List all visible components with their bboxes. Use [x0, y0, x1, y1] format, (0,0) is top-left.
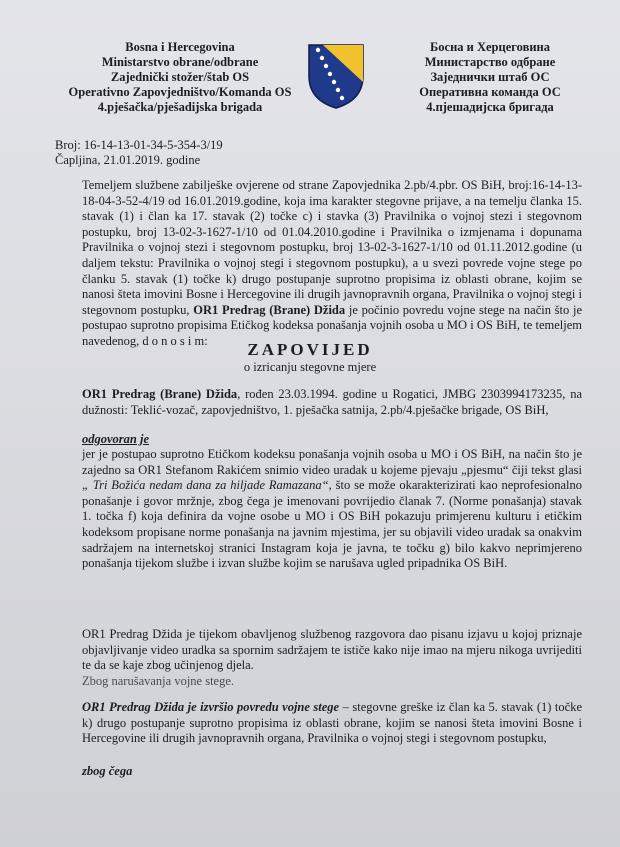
guilty-text-continued: , što se može okarakterizirati kao neprofesionalno ponašanje i govor mržnje, zbog čega je imenovani povrijedio članak 7. (Norme ponašanja) stavak 1. točka f) koja definira da vojne osobe u MO i OS BiH pokazuju primjerenu kulturu i etičkim kodeksom propisane norme ponašanja na javnim mjestima, jer su objavili video uradak sa onakvim sadržajem na internetskoj stranici Instagram koja je javna, te točku g) bilo kakvo neprimjereno ponašanja tijekom službe i izvan službe kojim se narušava ugled pripadnika OS BiH.	[82, 478, 582, 571]
intro-text: Temeljem službene zabilješke ovjerene od strane Zapovjednika 2.pb/4.pbr. OS BiH, broj:16-14-13-18-04-3-52-4/19 od 16.01.2019.godine, koja ima karakter stegovne prijave, a na temelju članka 15. stavak (1) i član ka 17. stavak (2) točke c) i stavka (3) Pravilnika o vojnoj stezi i stegovnom postupku, broj 13-02-3-1627-1/10 od 01.04.2010.godine i Pravilnika o izmjenama i dopunama Pravilnika o vojnoj stezi i stegovnom postupku, broj 13-02-3-1627-1/10 od 01.11.2012.godine (u daljem tekstu: Pravilnika o vojnoj stegi i stegovnom postupku), a u svezi povrede vojne stege po članku 5. stavak (1) točke k) drugo postupanje suprotno propisima iz oblasti obrane, kojim se nanosi šteta imovini Bosne i Hercegovine ili drugih javnopravnih organa, Pravilnika o vojnoj stegi i stegovnom postupku,	[82, 178, 582, 317]
violation-paragraph	[82, 700, 582, 747]
document-meta	[55, 138, 223, 168]
header-right-line: 4.пјешадијска бригада	[426, 100, 554, 114]
guilty-label: odgovoran je	[82, 432, 150, 446]
person-details: , rođen 23.03.1994. godine u Rogatici, JMBG 2303994173235, na dužnosti: Teklić-vozač, zapovjedništvo, 1. pješačka satnija, 2.pb/4.pješačke brigade, OS BiH,	[82, 387, 582, 417]
header-right-line: Заједнички штаб ОС	[430, 70, 550, 84]
header-left-line: Operativno Zapovjedništvo/Komanda OS	[68, 85, 292, 99]
violation-lead: OR1 Predrag Džida je izvršio povredu vojne stege	[82, 700, 340, 714]
header-right-line: Оперативна команда ОС	[419, 85, 561, 99]
statement-text: OR1 Predrag Džida je tijekom obavljenog službenog razgovora dao pisanu izjavu u kojoj priznaje objavljivanje video uradka sa spornim sadržajem te ističe kako nije imao na mjeru nikoga uvrijediti te da se kaje zbog učinjenog djela.	[82, 627, 582, 673]
guilty-paragraph	[82, 447, 582, 572]
intro-person-name: OR1 Predrag (Brane) Džida	[193, 302, 346, 317]
closing-text: zbog čega	[82, 764, 133, 778]
header-left-line: Ministarstvo obrane/odbrane	[101, 55, 259, 69]
person-paragraph	[82, 387, 582, 418]
violation-text: – stegovne greške iz član ka 5. stavak (1) točke k) drugo postupanje suprotno propisima iz oblasti obrane, kojim se nanosi šteta imovini Bosne i Hercegovine ili drugih javnopravnih organa, Pravilnika o vojnoj stegi i stegovnom postupku,	[82, 700, 582, 746]
order-subtitle: o izricanju stegovne mjere	[243, 360, 377, 374]
reason-line: Zbog narušavanja vojne stege.	[82, 674, 235, 688]
header-left-line: 4.pješačka/pješadijska brigada	[97, 100, 263, 114]
intro-paragraph	[82, 178, 582, 350]
document-number: Broj: 16-14-13-01-34-5-354-3/19	[55, 138, 223, 152]
person-name: OR1 Predrag (Brane) Džida	[82, 387, 238, 401]
header-right-line: Министарство одбране	[424, 55, 556, 69]
place-date: Čapljina, 21.01.2019. godine	[55, 153, 201, 167]
intro-end-text: je počinio povredu vojne stege na način što je postupao suprotno propisima Etičkog kodeksa ponašanja vojnih osoba u MO i OS BiH, te temeljem navedenog, d o n o s i m:	[82, 302, 583, 348]
header-left-line: Zajednički stožer/štab OS	[110, 70, 250, 84]
header-right	[385, 40, 595, 115]
order-title-block	[0, 340, 620, 375]
song-title: „ Tri Božića nedam dana za hiljade Ramazana“	[82, 478, 329, 493]
coat-of-arms-icon	[305, 42, 367, 110]
order-title: ZAPOVIJED	[247, 340, 373, 359]
header-right-line: Босна и Херцеговина	[430, 40, 550, 54]
statement-paragraph	[82, 627, 582, 674]
header-left	[55, 40, 305, 115]
header-left-line: Bosna i Hercegovina	[125, 40, 235, 54]
guilty-text: jer je postupao suprotno Etičkom kodeksu ponašanja vojnih osoba u MO i OS BiH, na način što je zajedno sa OR1 Stefanom Rakićem snimio video uradak u kojeme pjevaju „pjesmu“ čiji tekst glasi	[82, 447, 582, 477]
